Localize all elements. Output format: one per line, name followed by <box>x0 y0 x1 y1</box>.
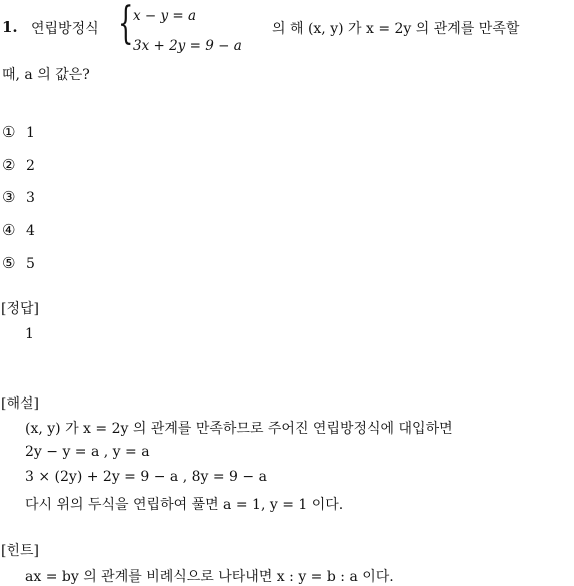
choice-1[interactable] <box>2 123 35 141</box>
explanation-line-4: 다시 위의 두식을 연립하여 풀면 a = 1, y = 1 이다. <box>25 497 344 513</box>
choice-value: 1 <box>26 125 35 141</box>
hint-line-1: ax = by 의 관계를 비례식으로 나타내면 x : y = b : a 이다. <box>25 569 394 585</box>
choice-marker: ② <box>2 156 16 174</box>
choice-marker: ① <box>2 123 16 141</box>
answer-value: 1 <box>25 326 34 342</box>
choice-value: 5 <box>26 256 35 272</box>
question-line1-rest: 의 해 (x, y) 가 x = 2y 의 관계를 만족할 <box>272 21 520 37</box>
hint-label: [힌트] <box>1 543 39 559</box>
system-equation-1: x − y = a <box>133 8 197 24</box>
explanation-label: [해설] <box>1 396 39 412</box>
explanation-line-1: (x, y) 가 x = 2y 의 관계를 만족하므로 주어진 연립방정식에 대입하면 <box>25 421 453 437</box>
choice-2[interactable] <box>2 156 35 174</box>
question-number: 1. <box>2 18 18 36</box>
explanation-line-3: 3 × (2y) + 2y = 9 − a , 8y = 9 − a <box>25 469 267 485</box>
explanation-line-2: 2y − y = a , y = a <box>25 444 150 460</box>
choice-marker: ④ <box>2 221 16 239</box>
system-equation-2: 3x + 2y = 9 − a <box>133 38 242 54</box>
question-intro: 연립방정식 <box>31 21 99 37</box>
choice-marker: ③ <box>2 188 16 206</box>
choice-marker: ⑤ <box>2 254 16 272</box>
choice-5[interactable] <box>2 254 35 272</box>
choice-value: 4 <box>26 223 35 239</box>
choice-4[interactable] <box>2 221 35 239</box>
system-brace: { <box>118 0 134 49</box>
choice-value: 2 <box>26 158 35 174</box>
answer-label: [정답] <box>1 301 39 317</box>
question-line2: 때, a 의 값은? <box>2 67 90 83</box>
choice-value: 3 <box>26 190 35 206</box>
choice-3[interactable] <box>2 188 35 206</box>
